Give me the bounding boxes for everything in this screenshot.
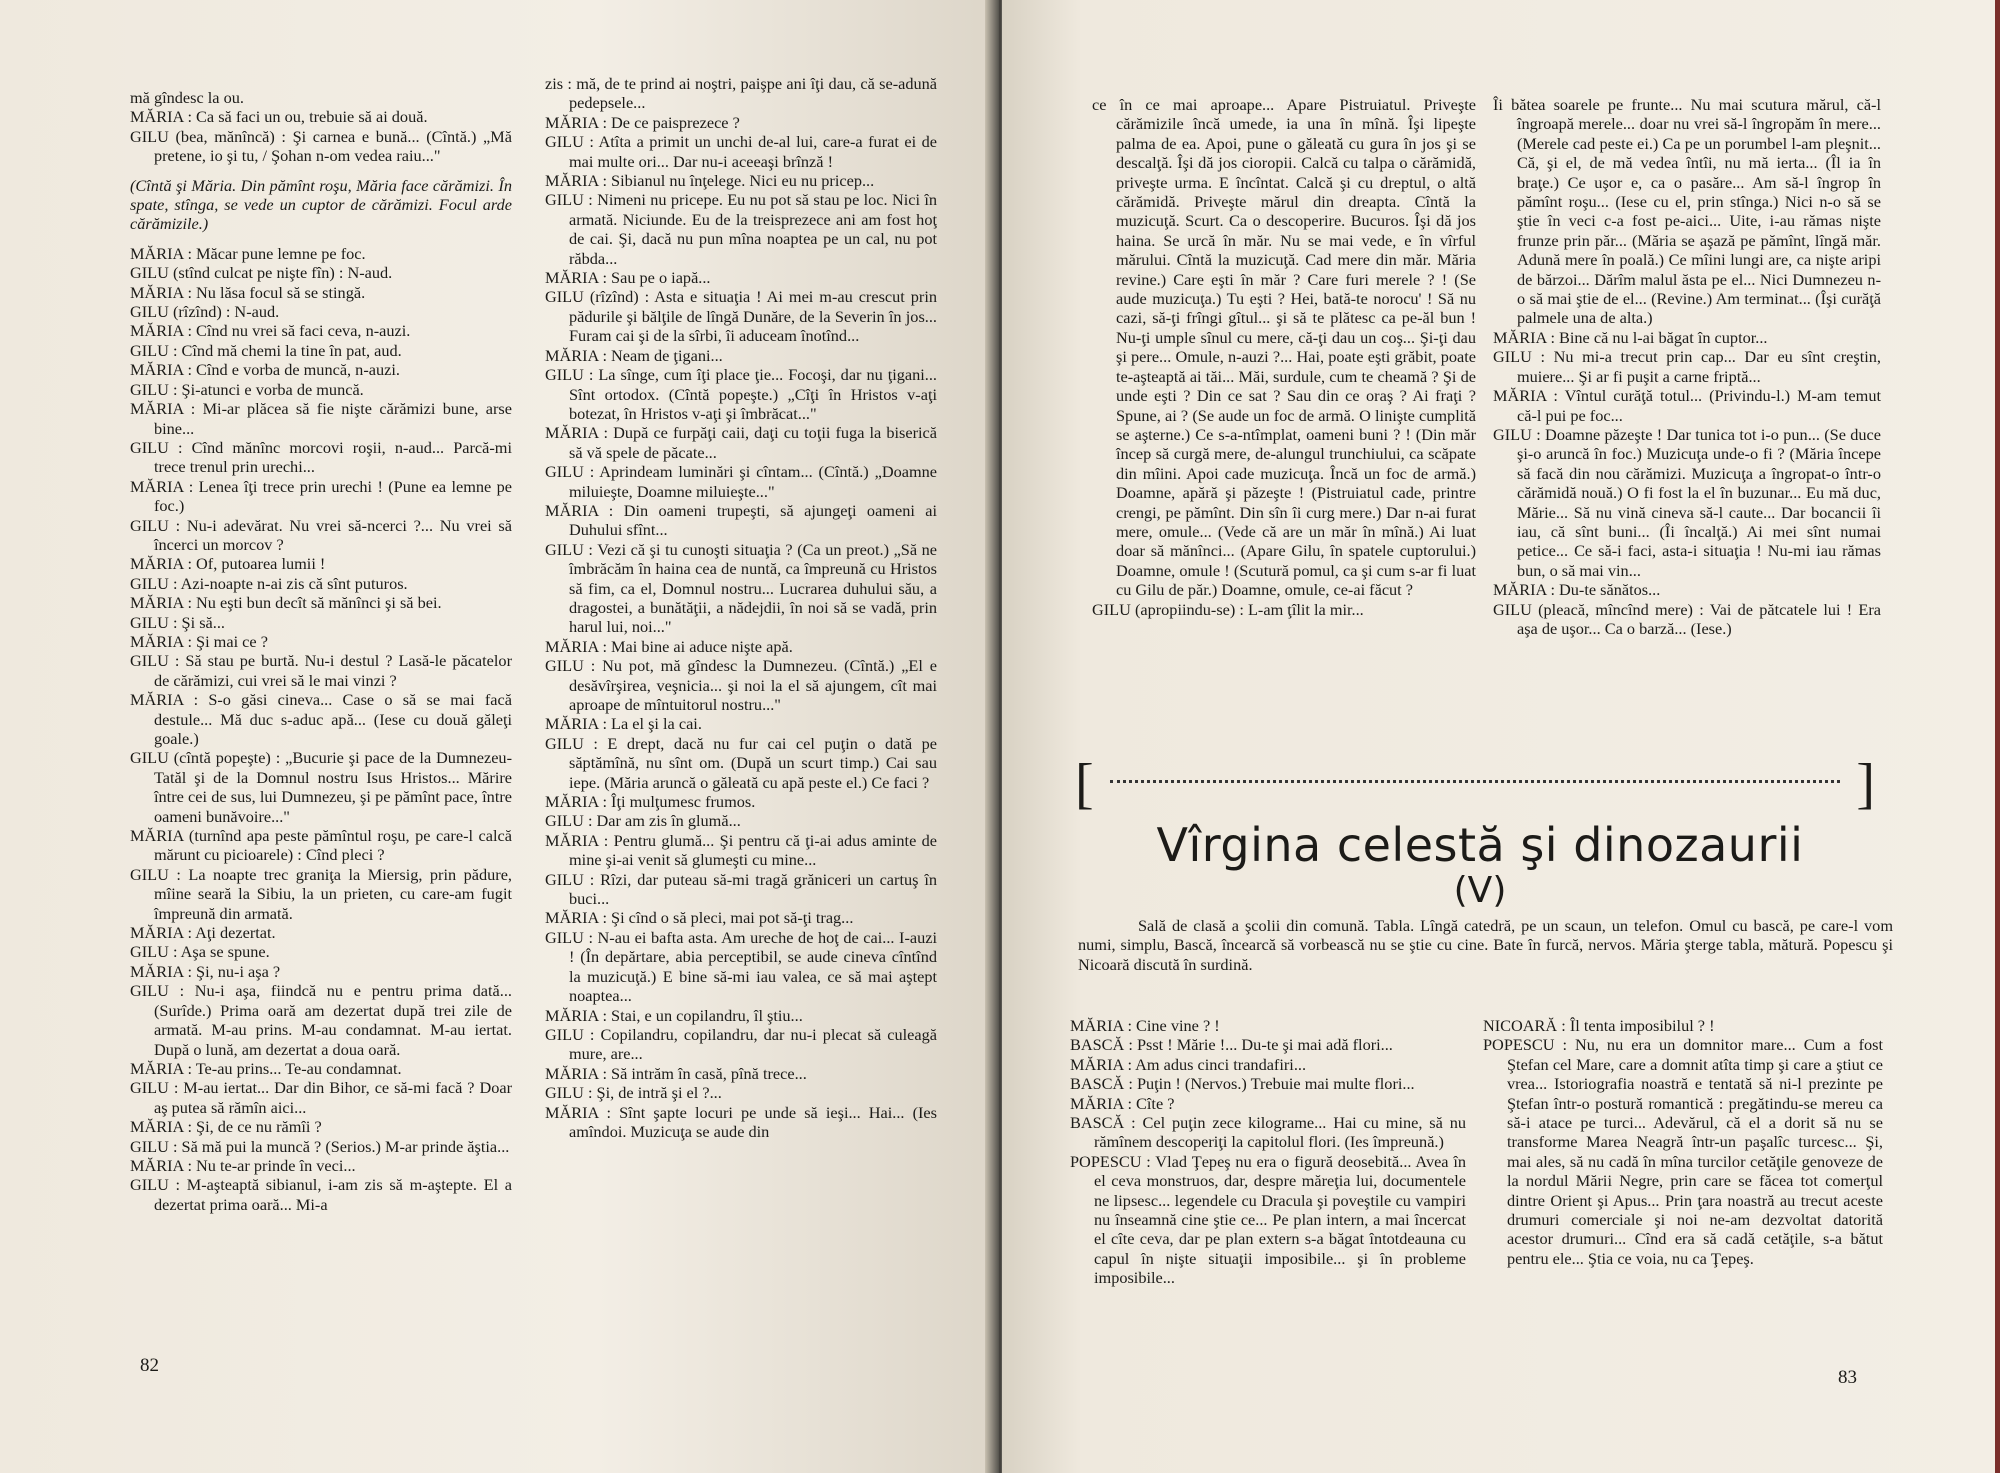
dialogue-line: MĂRIA : Măcar pune lemne pe foc. bbox=[130, 243, 366, 263]
dialogue-line: GILU (bea, mănîncă) : Şi carnea e bună... (Cîntă.) „Mă pretene, io şi tu, / Şohan n-om vedea raiu..." bbox=[130, 126, 512, 166]
dialogue-line: MĂRIA : Şi mai ce ? bbox=[130, 631, 268, 651]
left-column-2 bbox=[545, 74, 937, 1141]
dialogue-line: BASCĂ : Psst ! Mărie !... Du-te şi mai adă flori... bbox=[1070, 1035, 1393, 1055]
dialogue-line: GILU : N-au ei bafta asta. Am ureche de hoţ de cai... I-auzi ! (În depărtare, abia perceptibil, se aude cineva cîntînd la muzicuţă.) E bine să-mi iau valea, ce să mai aştept noaptea... bbox=[545, 927, 937, 1006]
right-column-4 bbox=[1483, 1016, 1883, 1268]
dialogue-line: GILU : M-aşteaptă sibianul, i-am zis să m-aştepte. El a dezertat prima oară... Mi-a bbox=[130, 1175, 512, 1214]
dialogue-line: zis : mă, de te prind ai noştri, paişpe ani îţi dau, că se-adună pedepsele... bbox=[545, 74, 937, 113]
dialogue-line: GILU (apropiindu-se) : L-am ţîlit la mir... bbox=[1092, 599, 1364, 619]
dialogue-line: MĂRIA : Sibianul nu înţelege. Nici eu nu pricep... bbox=[545, 171, 875, 191]
dialogue-line: MĂRIA : Şi cînd o să pleci, mai pot să-ţi trag... bbox=[545, 908, 854, 928]
right-column-2 bbox=[1493, 95, 1881, 638]
dialogue-line: GILU : Dar am zis în glumă... bbox=[545, 811, 741, 831]
page-number-right: 83 bbox=[1838, 1367, 1857, 1388]
dialogue-line: GILU : Aprindeam luminări şi cîntam... (Cîntă.) „Doamne miluieşte, Doamne miluieşte..." bbox=[545, 462, 937, 501]
dialogue-line: BASCĂ : Puţin ! (Nervos.) Trebuie mai multe flori... bbox=[1070, 1074, 1415, 1094]
dialogue-line: GILU : Nu-i aşa, fiindcă nu e pentru prima dată... (Surîde.) Prima oară am dezertat după trei zile de armată. M-au prins. M-au condamnat. M-au iertat. După o lună, am dezertat a doua oară. bbox=[130, 981, 512, 1059]
dialogue-line: GILU (cîntă popeşte) : „Bucurie şi pace de la Dumnezeu-Tatăl şi de la Domnul nostru Isus Hristos... Mărire între cei de sus, lui Dumnezeu, şi pe pămînt pace, între oameni bunăvoire..." bbox=[130, 748, 512, 826]
dialogue-line: BASCĂ : Cel puţin zece kilograme... Hai cu mine, să nu rămînem descoperiţi la capitolul flori. (Ies împreună.) bbox=[1070, 1113, 1466, 1152]
dialogue-line: MĂRIA : Nu eşti bun decît să mănînci şi să bei. bbox=[130, 593, 442, 613]
dialogue-line: GILU (pleacă, mîncînd mere) : Vai de pătcatele lui ! Era aşa de uşor... Ca o barză... (Iese.) bbox=[1493, 599, 1881, 638]
dialogue-line: MĂRIA : Am adus cinci trandafiri... bbox=[1070, 1054, 1307, 1074]
right-column-1 bbox=[1092, 95, 1476, 619]
dialogue-line: MĂRIA : Du-te sănătos... bbox=[1493, 580, 1661, 600]
dialogue-line: MĂRIA : Pentru glumă... Şi pentru că ţi-ai adus aminte de mine şi-ai venit să glumeşti cu mine... bbox=[545, 830, 937, 870]
dialogue-line: GILU : Să stau pe burtă. Nu-i destul ? Lasă-le păcatelor de cărămizi, cui vrei să le mai vinzi ? bbox=[130, 651, 512, 690]
dialogue-line: MĂRIA : Nu te-ar prinde în veci... bbox=[130, 1155, 356, 1175]
dialogue-line: MĂRIA : Sînt şapte locuri pe unde să ieşi... Hai... (Ies amîndoi. Muzicuţa se aude din bbox=[545, 1102, 937, 1141]
dialogue-line: MĂRIA : Îţi mulţumesc frumos. bbox=[545, 792, 756, 812]
dialogue-line: GILU : E drept, dacă nu fur cai cel puţin o dată pe săptămînă, nu sînt om. (După un scurt timp.) Cai sau iepe. (Măria aruncă o găleată cu apă peste el.) Ce faci ? bbox=[545, 733, 937, 792]
right-column-3 bbox=[1070, 1016, 1466, 1288]
dialogue-line: MĂRIA : La el şi la cai. bbox=[545, 714, 702, 734]
dialogue-line: MĂRIA : Stai, e un copilandru, îl ştiu... bbox=[545, 1005, 803, 1025]
dialogue-line: GILU : La noapte trec graniţa la Miersig, prin pădure, mîine seară la Sibiu, la un prieten, cu care-am fugit împreună din armată. bbox=[130, 864, 512, 923]
dialogue-line: GILU : Şi să... bbox=[130, 612, 225, 632]
dialogue-line: MĂRIA : Mi-ar plăcea să fie nişte cărămizi bune, arse bine... bbox=[130, 399, 512, 438]
page-number-left: 82 bbox=[140, 1355, 159, 1376]
dialogue-line: MĂRIA : Cînd e vorba de muncă, n-auzi. bbox=[130, 360, 400, 380]
dialogue-line: GILU : Aşa se spune. bbox=[130, 942, 270, 962]
dialogue-line: MĂRIA : De ce paisprezece ? bbox=[545, 112, 740, 132]
dialogue-line: GILU : Copilandru, copilandru, dar nu-i plecat să culeagă mure, are... bbox=[545, 1024, 937, 1064]
page-left bbox=[0, 0, 995, 1473]
dialogue-line: GILU : Rîzi, dar puteau să-mi tragă grăniceri un cartuş în buci... bbox=[545, 869, 937, 909]
dialogue-line: GILU : Doamne păzeşte ! Dar tunica tot i-o pun... (Se duce şi-o aruncă în foc.) Muzicuţa unde-o fi ? (Măria începe să facă din nou cărămizi. Muzicuţa a îngropat-o într-o cărămidă nouă.) O fi fost la el în buzunar... Eu mă duc, Mărie... Să nu vină cineva să-l caute... Dar bocancii îi iau, că sînt buni... (Îi încalţă.) Ai mei sînt numai petice... Ce să-i faci, asta-i situaţia ! Nu-mi iau rămas bun, o să mai vin... bbox=[1493, 424, 1881, 580]
dialogue-line: GILU : Azi-noapte n-ai zis că sînt puturos. bbox=[130, 573, 408, 593]
dialogue-line: MĂRIA : Şi, de ce nu rămîi ? bbox=[130, 1117, 322, 1137]
dialogue-line: GILU : Cînd mă chemi la tine în pat, aud. bbox=[130, 340, 402, 360]
dialogue-line: MĂRIA : Să intrăm în casă, pînă trece... bbox=[545, 1063, 807, 1083]
dialogue-line: GILU : Nu-i adevărat. Nu vrei să-ncerci ?... Nu vrei să încerci un morcov ? bbox=[130, 515, 512, 554]
dialogue-line: POPESCU : Vlad Ţepeş nu era o figură deosebită... Avea în el ceva monstruos, dar, despre măreţia lui, documentele ne lipsesc... legendele cu Dracula şi poveştile cu vampiri nu înseamnă cine ştie ce... Pe plan intern, a mai încercat el cîte ceva, dar pe plan extern s-a băgat întotdeauna cu capul în nişte situaţii imposibile... şi în probleme imposibile... bbox=[1070, 1151, 1466, 1288]
stage-direction: (Cîntă şi Măria. Din pămînt roşu, Măria face cărămizi. În spate, stînga, se vede un cuptor de cărămizi. Focul arde cărămizile.) bbox=[130, 175, 512, 234]
dialogue-line: GILU : M-au iertat... Dar din Bihor, ce să-mi facă ? Doar aş putea să rămîn aici... bbox=[130, 1078, 512, 1117]
dialogue-line: MĂRIA : Lenea îţi trece prin urechi ! (Pune ea lemne pe foc.) bbox=[130, 476, 512, 516]
dialogue-line: GILU : Şi-atunci e vorba de muncă. bbox=[130, 379, 364, 399]
dialogue-line: MĂRIA : Neam de ţigani... bbox=[545, 345, 723, 365]
book-edge bbox=[1995, 0, 2000, 1473]
dialogue-line: GILU : Atîta a primit un unchi de-al lui, care-a furat ei de mai multe ori... Dar nu-i aceeaşi brînză ! bbox=[545, 132, 937, 171]
dialogue-line: MĂRIA : Nu lăsa focul să se stingă. bbox=[130, 282, 366, 302]
dialogue-line: GILU : Nu pot, mă gîndesc la Dumnezeu. (Cîntă.) „El e desăvîrşirea, veşnicia... şi noi la el să ajungem, cît mai aproape de mîntuitorul nostru..." bbox=[545, 656, 937, 714]
left-bracket: [ bbox=[1075, 753, 1094, 815]
dialogue-line: GILU : Să mă pui la muncă ? (Serios.) M-ar prinde ăştia... bbox=[130, 1136, 510, 1156]
dotted-rule bbox=[1110, 780, 1840, 783]
dialogue-line: mă gîndesc la ou. bbox=[130, 88, 244, 107]
dialogue-line: MĂRIA : Aţi dezertat. bbox=[130, 923, 276, 943]
dialogue-line: GILU : Cînd mănînc morcovi roşii, n-aud... Parcă-mi trece trenul prin urechi... bbox=[130, 437, 512, 477]
dialogue-line: NICOARĂ : Îl tenta imposibilul ? ! bbox=[1483, 1016, 1715, 1035]
dialogue-line: MĂRIA : Of, putoarea lumii ! bbox=[130, 554, 326, 574]
dialogue-line: MĂRIA : Şi, nu-i aşa ? bbox=[130, 961, 281, 981]
dialogue-line: GILU (rîzînd) : Asta e situaţia ! Ai mei m-au crescut prin pădurile şi bălţile de lîngă Dunăre, de la Severin în jos... Furam cai şi de la sîrbi, îi aduceam înotînd... bbox=[545, 287, 937, 346]
dialogue-line: GILU : Vezi că şi tu cunoşti situaţia ? (Ca un preot.) „Să ne îmbrăcăm în haina cea de nuntă, ca împreună cu Hristos să fim, ca el, Domnul nostru... Lucrarea duhului său, a dragostei, a bunătăţii, a nădejdii, în noi să se vadă, prin harul lui, noi..." bbox=[545, 539, 937, 637]
dialogue-line: GILU : Nu mi-a trecut prin cap... Dar eu sînt creştin, muiere... Şi ar fi puşit a carne friptă... bbox=[1493, 347, 1881, 386]
dialogue-line: GILU : Şi, de intră şi el ?... bbox=[545, 1083, 722, 1103]
dialogue-line: MĂRIA : Cîte ? bbox=[1070, 1093, 1175, 1113]
dialogue-line: MĂRIA : Vîntul curăţă totul... (Privindu-l.) M-am temut că-l pui pe foc... bbox=[1493, 386, 1881, 425]
dialogue-line: MĂRIA : Din oameni trupeşti, să ajungeţi oameni ai Duhului sfînt... bbox=[545, 500, 937, 540]
stage-intro: Sală de clasă a şcolii din comună. Tabla. Lîngă catedră, pe un scaun, un telefon. Omul cu bască, pe care-l vom numi, simplu, Bască, încearcă să vorbească nu se ştie cu cine. Bate în furcă, nervos. Măria şterge tabla, mătură. Popescu şi Nicoară discută în surdină. bbox=[1078, 916, 1893, 974]
dialogue-line: POPESCU : Nu, nu era un domnitor mare... Cum a fost Ştefan cel Mare, care a domnit atîta timp şi care a ştiut ce vrea... Istoriografia noastră e tentată să ni-l prezinte pe Ştefan într-o postură romantică : pregătindu-se mereu ca să-i atace pe turci... Adevărul, că el a dorit să nu se transforme Marea Neagră într-un paşalîc turcesc... Şi, mai ales, să nu cadă în mîna turcilor cetăţile genoveze de la nordul Mării Negre, prin care se făcea tot comerţul dintre Orient şi Apus... Prin ţara noastră au trecut aceste drumuri comerciale şi noi ne-am dezvoltat datorită acestor drumuri... Cînd era să cadă cetăţile, s-a bătut pentru ele... Ştia ce voia, nu ca Ţepeş. bbox=[1483, 1035, 1883, 1268]
dialogue-line: GILU : Nimeni nu pricepe. Eu nu pot să stau pe loc. Nici în armată. Niciunde. Eu de la treisprezece ani am fost hoţ de cai. Şi, dacă nu pun mîna noaptea pe un cal, nu pot răbda... bbox=[545, 190, 937, 268]
dialogue-line: MĂRIA (turnînd apa peste pămîntul roşu, pe care-l calcă mărunt cu picioarele) : Cînd pleci ? bbox=[130, 826, 512, 865]
left-column-1 bbox=[130, 88, 512, 1214]
play-title: Vîrgina celestă şi dinozaurii bbox=[1156, 818, 1804, 872]
dialogue-line: MĂRIA : Te-au prins... Te-au condamnat. bbox=[130, 1058, 402, 1078]
dialogue-line: GILU (rîzînd) : N-aud. bbox=[130, 302, 280, 322]
dialogue-line: MĂRIA : Mai bine ai aduce nişte apă. bbox=[545, 636, 793, 656]
dialogue-line: MĂRIA : Ca să faci un ou, trebuie să ai două. bbox=[130, 107, 428, 127]
dialogue-line: MĂRIA : S-o găsi cineva... Case o să se mai facă destule... Mă duc s-aduc apă... (Iese cu două găleţi goale.) bbox=[130, 690, 512, 748]
dialogue-line: Îi bătea soarele pe frunte... Nu mai scutura mărul, că-l îngroapă merele... doar nu vrei să-l îngropăm în mere... (Merele cad peste ei.) Ca pe un porumbel l-am pleşnit... Că, şi el, de mă vedea întîi, nu mă ierta... (Îl ia în braţe.) Ce uşor e, ca o pasăre... Am să-l îngrop în pămînt roşu... (Iese cu el, prin stînga.) Nici n-o să se ştie în veci c-a fost pe-aici... Uite, i-au rămas nişte frunze prin păr... (Măria se aşază pe pămînt, lîngă măr. Adună mere în poală.) Ce mîini lungi are, ca nişte aripi de bărzoi... Dărîm malul ăsta pe el... Nici Dumnezeu n-o să mai ştie de el... (Revine.) Am terminat... (Îşi curăţă palmele una de alta.) bbox=[1493, 95, 1881, 328]
dialogue-line: MĂRIA : Cine vine ? ! bbox=[1070, 1016, 1220, 1035]
dialogue-line: ce în ce mai aproape... Apare Pistruiatul. Priveşte cărămizile încă umede, ia una în mînă. Îşi lipeşte palma de ea. Apoi, pune o găleată cu gura în jos şi se descalţă. Îşi dă jos cioropii. Calcă cu talpa o cărămidă, priveşte urma. E încîntat. Calcă şi cu dreptul, o altă cărămidă. Priveşte mărul din dreapta. Cîntă la muzicuţă. Scurt. Ca o descoperire. Bucuros. Îşi dă jos haina. Se urcă în măr. Nu se mai vede, e în vîrful mărului. Cîntă la muzicuţă. Cad mere din măr. Măria revine.) Care eşti în măr ? Care furi merele ? ! (Se aude muzicuţa.) Tu eşti ? Hei, bată-te norocu' ! Să nu cazi, să-ţi frîngi gîtul... şi să te plătesc ca pe-ăl bun ! Nu-ţi umple sînul cu mere, că-ţi dau un coş... Şi-ţi dau şi pere... Omule, n-auzi ?... Hai, poate eşti grăbit, poate te-aşteaptă ai tăi... Măi, surdule, cum te cheamă ? Şi de unde eşti ? Din ce sat ? Sau din ce oraş ? Ai fraţi ? Spune, ai ? (Se aude un foc de armă. O linişte cumplită se aşterne.) Ce s-a-ntîmplat, oameni buni ? ! (Din măr încep să curgă mere, de-alungul trunchiului, ca scăpate din mîini. Apoi cade muzicuţa. Încă un foc de armă.) Doamne, apără şi păzeşte ! (Pistruiatul cade, printre crengi, pe pămînt. Din sîn îi curg mere.) Dar n-ai furat mere, omule... (Vede că are un măr în mînă.) Ai luat doar să mănînci... (Apare Gilu, în spatele cuptorului.) Doamne, omule ! (Scutură pomul, ca şi cum s-ar fi luat cu Gilu de păr.) Doamne, omule, ce-ai făcut ? bbox=[1092, 95, 1476, 600]
play-part: (V) bbox=[1453, 870, 1507, 911]
dialogue-line: GILU : La sînge, cum îţi place ţie... Focoşi, dar nu ţigani... Sînt ortodox. (Cîntă popeşte.) „Cîţi în Hristos v-aţi botezat, în Hristos v-aţi şi îmbrăcat..." bbox=[545, 365, 937, 423]
section-divider bbox=[1075, 753, 1875, 815]
dialogue-line: MĂRIA : Bine că nu l-ai băgat în cuptor... bbox=[1493, 327, 1768, 347]
dialogue-line: GILU (stînd culcat pe nişte fîn) : N-aud. bbox=[130, 263, 393, 283]
dialogue-line: MĂRIA : Cînd nu vrei să faci ceva, n-auzi. bbox=[130, 321, 411, 341]
right-bracket: ] bbox=[1856, 753, 1875, 815]
dialogue-line: MĂRIA : Sau pe o iapă... bbox=[545, 268, 711, 288]
dialogue-line: MĂRIA : După ce furpăţi caii, daţi cu toţii fuga la biserică să vă spele de păcate... bbox=[545, 423, 937, 462]
